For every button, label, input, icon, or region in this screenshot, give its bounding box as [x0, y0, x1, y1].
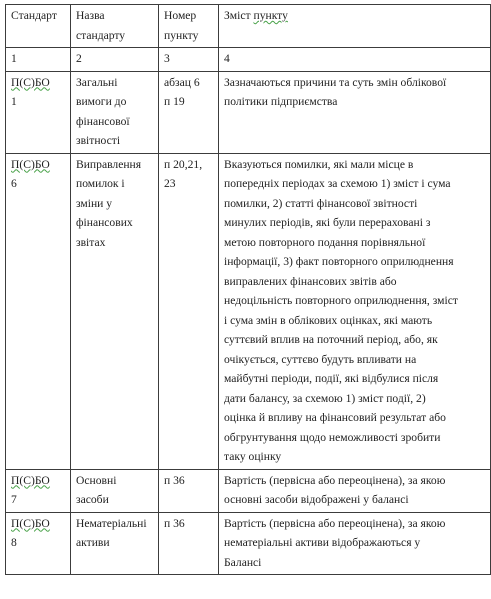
header-content-sq: пункту [253, 9, 288, 22]
col-number: 1 [6, 48, 71, 72]
content-cell [219, 512, 491, 575]
item-cell [159, 469, 219, 512]
standard-cell [6, 469, 71, 512]
col-number: 3 [159, 48, 219, 72]
table-row [6, 469, 491, 512]
col-number: 2 [71, 48, 159, 72]
content-line: метою повторного подання порівняльної [224, 235, 426, 249]
name-line: звітах [76, 235, 106, 249]
header-content-pre: Зміст [224, 9, 254, 22]
standard-cell [6, 512, 71, 575]
standard-cell [6, 153, 71, 469]
name-cell [71, 153, 159, 469]
content-line: суттєвий вплив на поточний період, або, як [224, 333, 438, 346]
content-line: дати балансу, за схемою 1) зміст події, 2) [224, 391, 426, 405]
header-name-line2: стандарту [76, 28, 126, 42]
item-line: п 20,21, [164, 157, 203, 171]
standard-number: 6 [11, 177, 17, 190]
standard-code: П(С)БО [11, 75, 50, 89]
standard-code: П(С)БО [11, 516, 50, 530]
header-name [71, 5, 159, 48]
name-line: помилок і [76, 177, 125, 190]
header-row [6, 5, 491, 48]
name-cell [71, 469, 159, 512]
content-line: Зазначаються причини та суть змін облікової [224, 75, 447, 89]
content-line: і сума змін в облікових оцінках, які мають [224, 313, 433, 327]
standard-number: 8 [11, 536, 17, 549]
name-line: звітності [76, 134, 121, 147]
content-line: помилки, 2) статті фінансової звітності [224, 196, 418, 210]
header-item-line1: Номер [164, 9, 197, 22]
content-line: Вказуються помилки, які мали місце в [224, 157, 414, 171]
item-line: п 36 [164, 473, 185, 487]
content-line: політики підприємства [224, 95, 338, 108]
content-line: оцінка й впливу на фінансовий результат або [224, 411, 446, 424]
standard-cell [6, 71, 71, 153]
col-number: 4 [219, 48, 491, 72]
standard-code: П(С)БО [11, 473, 50, 487]
content-cell [219, 71, 491, 153]
item-line: абзац 6 [164, 75, 200, 89]
name-line: активи [76, 536, 110, 549]
name-line: вимоги до [76, 95, 127, 108]
name-line: Основні [76, 473, 117, 487]
content-cell [219, 469, 491, 512]
standards-table [5, 4, 491, 575]
header-name-line1: Назва [76, 9, 105, 22]
content-line: обгрунтування щодо неможливості зробити [224, 430, 441, 444]
name-line: Нематеріальні [76, 516, 147, 530]
content-line: попередніх періодах за схемою 1) зміст і сума [224, 177, 451, 190]
content-line: таку оцінку [224, 450, 282, 463]
content-line: Вартість (первісна або переоцінена), за якою [224, 473, 446, 487]
item-cell [159, 512, 219, 575]
standard-number: 7 [11, 493, 17, 506]
content-line: очікується, суттєво будуть впливати на [224, 352, 417, 366]
content-line: минулих періодів, які були перераховані з [224, 216, 431, 229]
content-line: нематеріальні активи відображаються у [224, 536, 421, 549]
item-line: п 36 [164, 516, 185, 530]
name-cell [71, 512, 159, 575]
content-cell [219, 153, 491, 469]
header-item-line2: пункту [164, 28, 199, 42]
name-line: Виправлення [76, 157, 142, 171]
content-line: недоцільність повторного оприлюднення, зміст [224, 294, 458, 307]
name-line: фінансових [76, 216, 133, 229]
item-line: 23 [164, 177, 176, 190]
content-line: інформації, 3) факт повторного оприлюднення [224, 255, 454, 268]
content-line: основні засоби відображені у балансі [224, 493, 409, 506]
content-line: майбутні періоди, події, які відбулися після [224, 372, 439, 385]
item-cell [159, 153, 219, 469]
table-row [6, 71, 491, 153]
header-item-number [159, 5, 219, 48]
standard-code: П(С)БО [11, 157, 50, 171]
name-line: Загальні [76, 75, 118, 89]
content-line: Вартість (первісна або переоцінена), за якою [224, 516, 446, 530]
content-line: виправлених фінансових звітів або [224, 274, 397, 288]
table-row [6, 153, 491, 469]
name-line: засоби [76, 493, 109, 506]
name-line: зміни у [76, 196, 113, 210]
column-numbers-row [6, 48, 491, 72]
content-line: Балансі [224, 555, 262, 569]
name-cell [71, 71, 159, 153]
item-cell [159, 71, 219, 153]
header-content [219, 5, 491, 48]
standard-number: 1 [11, 95, 17, 108]
name-line: фінансової [76, 114, 130, 128]
item-line: п 19 [164, 95, 185, 108]
header-standard-text: Стандарт [11, 9, 57, 22]
table-row [6, 512, 491, 575]
header-standard [6, 5, 71, 48]
